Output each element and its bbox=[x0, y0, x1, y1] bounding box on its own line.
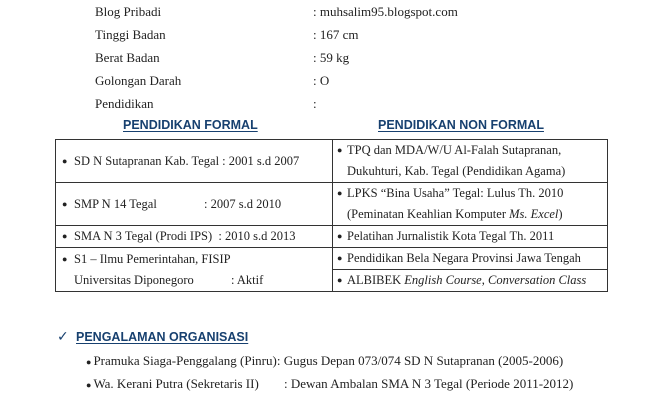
list-item bbox=[86, 352, 563, 370]
list-item bbox=[56, 194, 332, 215]
organization-item-detail: : Dewan Ambalan SMA N 3 Tegal (Periode 2011-2012) bbox=[284, 376, 574, 391]
list-item bbox=[333, 248, 607, 269]
weight-label: Berat Badan bbox=[95, 50, 160, 65]
nonformal-item-text: ALBIBEK bbox=[347, 273, 405, 287]
list-item-continuation bbox=[56, 270, 332, 291]
table-row bbox=[56, 140, 608, 183]
table-row bbox=[56, 226, 608, 248]
nonformal-cell bbox=[333, 140, 608, 183]
bullet-icon: ● bbox=[337, 253, 343, 263]
nonformal-item-italic: Ms. Excel bbox=[509, 207, 559, 221]
education-label: Pendidikan bbox=[95, 96, 154, 111]
list-item bbox=[333, 140, 607, 161]
formal-item-period: : 2007 s.d 2010 bbox=[204, 196, 282, 211]
nonformal-item-text: , bbox=[481, 273, 488, 287]
education-value: : bbox=[313, 96, 317, 111]
formal-item-period: : Aktif bbox=[231, 272, 264, 287]
bullet-icon: ● bbox=[62, 155, 68, 166]
table-row bbox=[56, 183, 608, 226]
list-item-continuation bbox=[333, 161, 607, 182]
bullet-icon: ● bbox=[86, 357, 92, 367]
nonformal-cell bbox=[333, 226, 608, 248]
blood-label: Golongan Darah bbox=[95, 73, 182, 88]
nonformal-item-italic: English Course bbox=[404, 273, 482, 287]
list-item bbox=[56, 151, 332, 172]
blog-value: : muhsalim95.blogspot.com bbox=[313, 4, 458, 19]
nonformal-education-title: PENDIDIKAN NON FORMAL bbox=[378, 118, 544, 132]
nonformal-cell bbox=[333, 248, 608, 270]
formal-item-text: SMP N 14 Tegal bbox=[74, 196, 157, 211]
blog-label: Blog Pribadi bbox=[95, 4, 162, 19]
formal-item-text: S1 – Ilmu Pemerintahan, FISIP bbox=[74, 251, 231, 266]
list-item bbox=[86, 375, 606, 393]
formal-cell bbox=[56, 226, 333, 248]
list-item bbox=[56, 249, 332, 270]
formal-education-title: PENDIDIKAN FORMAL bbox=[123, 118, 258, 132]
formal-cell bbox=[56, 183, 333, 226]
formal-cell bbox=[56, 248, 333, 292]
formal-item-text: SD N Sutapranan Kab. Tegal : 2001 s.d 2007 bbox=[74, 153, 300, 168]
nonformal-item-text: ) bbox=[558, 207, 563, 221]
formal-item-text: SMA N 3 Tegal (Prodi IPS) : 2010 s.d 2013 bbox=[74, 229, 296, 243]
nonformal-item-text: Dukuhturi, Kab. Tegal (Pendidikan Agama) bbox=[347, 164, 566, 178]
organization-title: PENGALAMAN ORGANISASI bbox=[76, 330, 249, 344]
list-item bbox=[333, 183, 607, 204]
list-item bbox=[333, 270, 607, 291]
list-item bbox=[56, 226, 332, 247]
blood-value: : O bbox=[313, 73, 330, 88]
nonformal-item-text: Pendidikan Bela Negara Provinsi Jawa Tengah bbox=[347, 251, 581, 265]
bullet-icon: ● bbox=[337, 188, 343, 198]
nonformal-item-italic: Conversation Class bbox=[487, 273, 587, 287]
nonformal-cell bbox=[333, 270, 608, 292]
nonformal-item-text: LPKS “Bina Usaha” Tegal: Lulus Th. 2010 bbox=[347, 186, 564, 200]
education-table bbox=[55, 139, 608, 292]
weight-value: : 59 kg bbox=[313, 50, 350, 65]
bullet-icon: ● bbox=[62, 253, 68, 264]
nonformal-item-text: (Peminatan Keahlian Komputer bbox=[347, 207, 510, 221]
height-value: : 167 cm bbox=[313, 27, 359, 42]
bullet-icon: ● bbox=[337, 231, 343, 241]
organization-item-text: Wa. Kerani Putra (Sekretaris II) bbox=[93, 376, 259, 391]
height-label: Tinggi Badan bbox=[95, 27, 166, 42]
list-item-continuation bbox=[333, 204, 607, 225]
formal-item-text: Universitas Diponegoro bbox=[74, 272, 194, 287]
bullet-icon: ● bbox=[337, 145, 343, 155]
bullet-icon: ● bbox=[337, 275, 343, 285]
list-item bbox=[333, 226, 607, 247]
bullet-icon: ● bbox=[62, 231, 68, 241]
nonformal-cell bbox=[333, 183, 608, 226]
organization-item-text: Pramuka Siaga-Penggalang (Pinru): Gugus Depan 073/074 SD N Sutapranan (2005-2006) bbox=[93, 353, 564, 368]
formal-cell bbox=[56, 140, 333, 183]
bullet-icon: ● bbox=[86, 380, 92, 390]
bullet-icon: ● bbox=[62, 198, 68, 209]
nonformal-item-text: Pelatihan Jurnalistik Kota Tegal Th. 2011 bbox=[347, 229, 555, 243]
nonformal-item-text: TPQ dan MDA/W/U Al-Falah Sutapranan, bbox=[347, 143, 562, 157]
table-row bbox=[56, 248, 608, 270]
checkmark-icon: ✓ bbox=[57, 329, 69, 345]
